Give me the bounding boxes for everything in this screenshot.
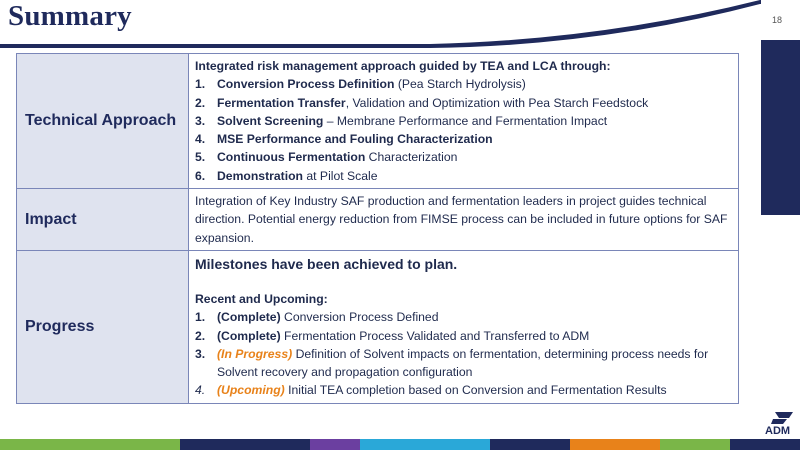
row-label-progress: Progress	[17, 250, 189, 403]
list-item: 2. Fermentation Transfer, Validation and Optimization with Pea Starch Feedstock	[195, 95, 649, 110]
bar-segment	[660, 439, 730, 450]
list-item: 6. Demonstration at Pilot Scale	[195, 168, 378, 183]
list-item: 4. (Upcoming) Initial TEA completion based on Conversion and Fermentation Results	[195, 383, 667, 398]
progress-list	[195, 308, 732, 399]
row-content-progress	[189, 250, 739, 403]
status-badge: (Upcoming)	[217, 383, 285, 398]
bar-segment	[730, 439, 800, 450]
technical-heading: Integrated risk management approach guided by TEA and LCA through:	[195, 59, 611, 73]
progress-headline: Milestones have been achieved to plan.	[195, 255, 458, 272]
progress-subheading: Recent and Upcoming:	[195, 291, 328, 306]
logo-text: ADM	[765, 425, 791, 437]
row-content-technical	[189, 54, 739, 189]
slide-title: Summary	[8, 0, 132, 32]
list-item: 4. MSE Performance and Fouling Characterization	[195, 132, 493, 147]
summary-table	[16, 53, 739, 404]
bar-segment	[0, 439, 180, 450]
table-row	[17, 54, 739, 189]
bar-segment	[570, 439, 660, 450]
page-number: 18	[772, 15, 783, 25]
bar-segment	[490, 439, 570, 450]
list-item: 5. Continuous Fermentation Characterization	[195, 150, 458, 165]
status-badge: (In Progress)	[217, 346, 293, 361]
technical-list	[195, 75, 732, 185]
bar-segment	[180, 439, 310, 450]
bar-segment	[360, 439, 490, 450]
row-label-technical: Technical Approach	[17, 54, 189, 189]
row-content-impact: Integration of Key Industry SAF production and fermentation leaders in project guides technical direction. Potential energy reduction from FIMSE process can be included in future options for SAF expansion.	[189, 189, 739, 251]
row-label-impact: Impact	[17, 189, 189, 251]
table-row	[17, 250, 739, 403]
list-item: 1. (Complete) Conversion Process Defined	[195, 310, 439, 325]
bar-segment	[310, 439, 360, 450]
spacer	[195, 274, 732, 290]
bottom-color-bar	[0, 439, 800, 450]
status-badge: (Complete)	[217, 328, 281, 343]
list-item: 1. Conversion Process Definition (Pea Starch Hydrolysis)	[195, 77, 526, 92]
status-badge: (Complete)	[217, 310, 281, 325]
list-item: 3. Solvent Screening – Membrane Performance and Fermentation Impact	[195, 113, 608, 128]
list-item: 3. (In Progress) Definition of Solvent impacts on fermentation, determining process needs for Solvent recovery and propagation configuration	[195, 346, 709, 380]
list-item: 2. (Complete) Fermentation Process Validated and Transferred to ADM	[195, 328, 590, 343]
table-row	[17, 189, 739, 251]
